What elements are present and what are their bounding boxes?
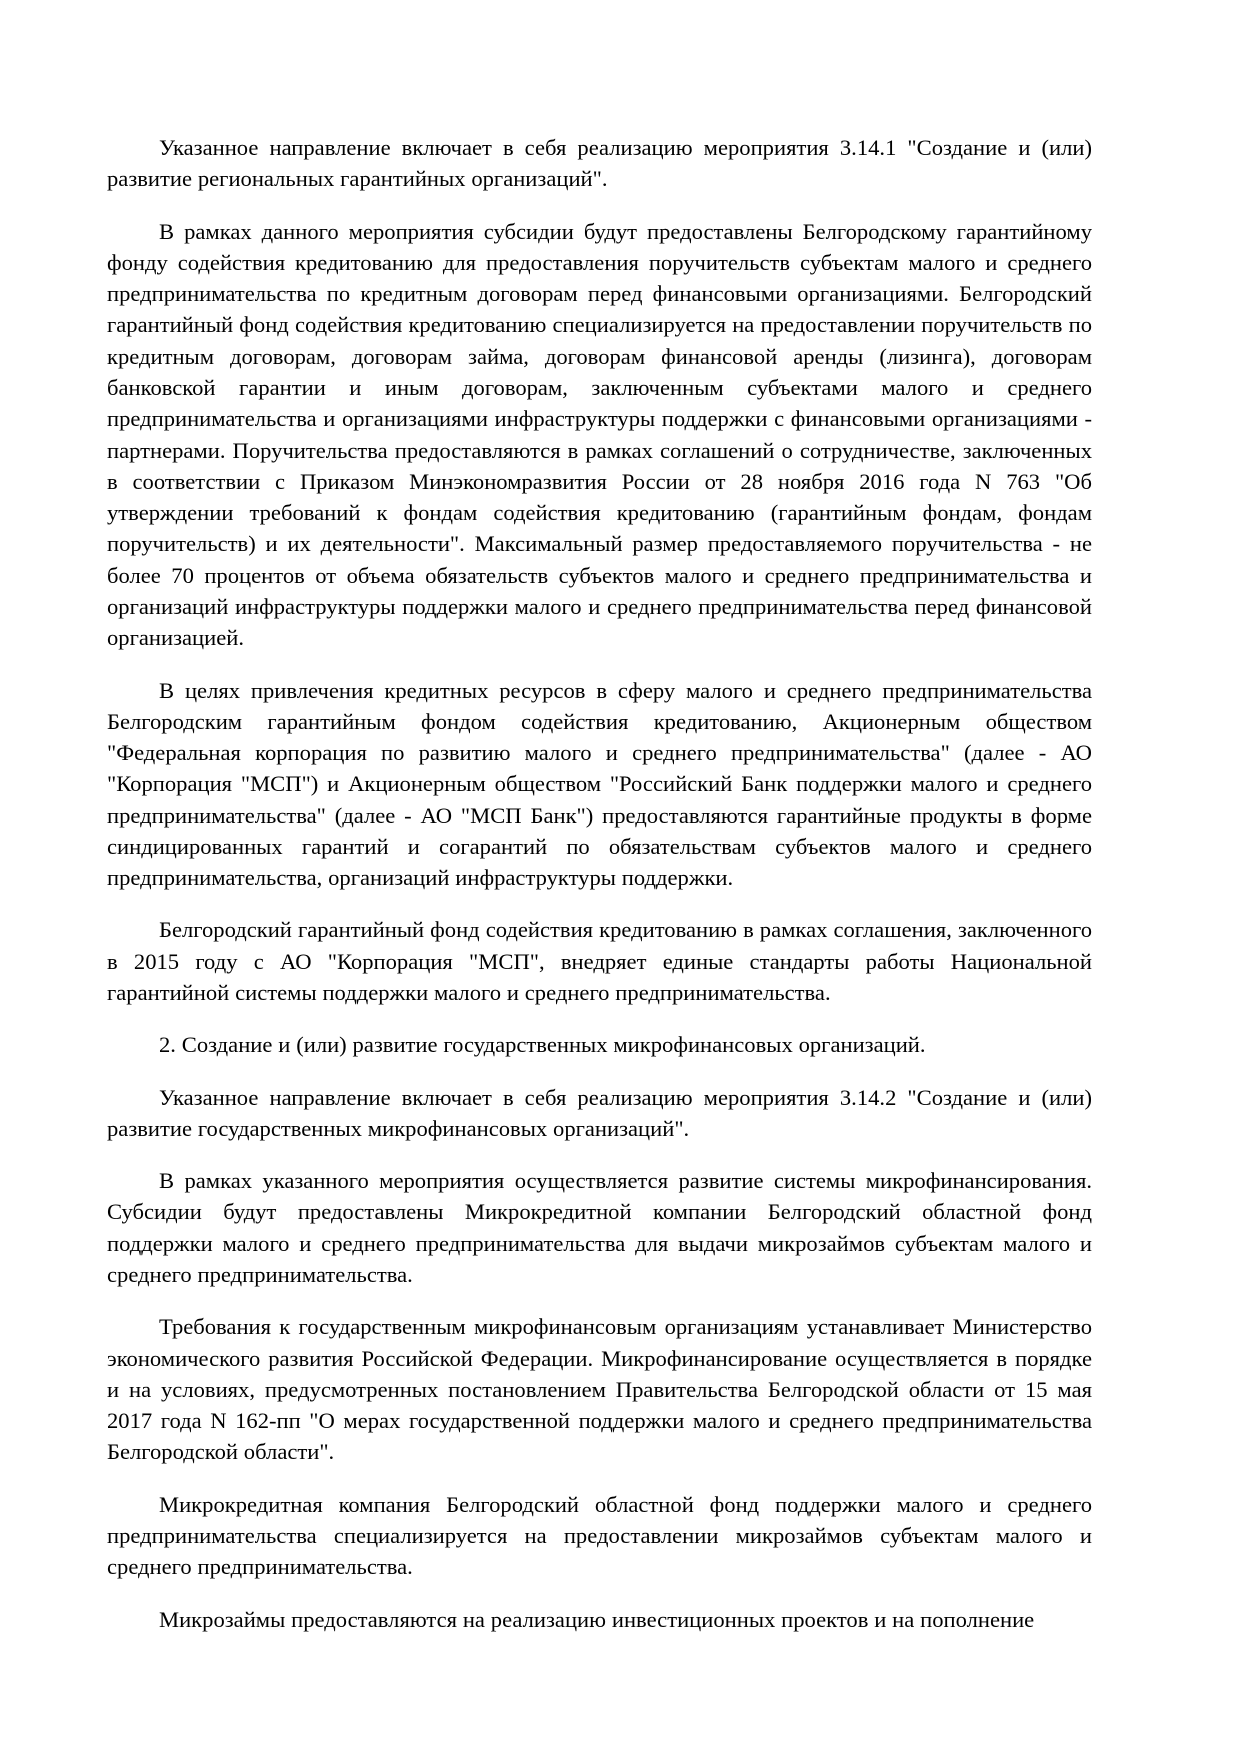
paragraph-credit-resources-attraction: В целях привлечения кредитных ресурсов в сферу малого и среднего предпринимательства Белгородским гарантийным фондом содействия кредитованию, Акционерным обществом "Федеральная корпорация по развитию малого и среднего предпринимательства" (далее - АО "Корпорация "МСП") и Акционерным обществом "Российский Банк поддержки малого и среднего предпринимательства" (далее - АО "МСП Банк") предоставляются гарантийные продукты в форме синдицированных гарантий и согарантий по обязательствам субъектов малого и среднего предпринимательства, организаций инфраструктуры поддержки. <box>107 677 1092 891</box>
paragraph-microfinance-development: В рамках указанного мероприятия осуществляется развитие системы микрофинансирования. Субсидии будут предоставлены Микрокредитной компании Белгородский областной фонд поддержки малого и среднего предпринимательства для выдачи микрозаймов субъектам малого и среднего предпринимательства. <box>107 1168 1092 1287</box>
paragraph-microloans-purpose: Микрозаймы предоставляются на реализацию инвестиционных проектов и на пополнение <box>159 1606 1035 1632</box>
paragraph-microcredit-company-specialization: Микрокредитная компания Белгородский областной фонд поддержки малого и среднего предпринимательства специализируется на предоставлении микрозаймов субъектам малого и среднего предпринимательства. <box>107 1491 1092 1580</box>
document-body <box>107 132 1092 1635</box>
paragraph-microfinance-requirements: Требования к государственным микрофинансовым организациям устанавливает Министерство экономического развития Российской Федерации. Микрофинансирование осуществляется в порядке и на условиях, предусмотренных постановлением Правительства Белгородской области от 15 мая 2017 года N 162-пп "О мерах государственной поддержки малого и среднего предпринимательства Белгородской области". <box>107 1314 1092 1465</box>
paragraph-measure-3141-intro: Указанное направление включает в себя реализацию мероприятия 3.14.1 "Создание и (или) развитие региональных гарантийных организаций". <box>107 135 1092 192</box>
paragraph-section-2-heading: 2. Создание и (или) развитие государственных микрофинансовых организаций. <box>159 1032 926 1058</box>
paragraph-national-guarantee-system: Белгородский гарантийный фонд содействия кредитованию в рамках соглашения, заключенного в 2015 году с АО "Корпорация "МСП", внедряет единые стандарты работы Национальной гарантийной системы поддержки малого и среднего предпринимательства. <box>107 917 1092 1006</box>
paragraph-guarantee-fund-subsidies: В рамках данного мероприятия субсидии будут предоставлены Белгородскому гарантийному фонду содействия кредитованию для предоставления поручительств субъектам малого и среднего предпринимательства по кредитным договорам перед финансовыми организациями. Белгородский гарантийный фонд содействия кредитованию специализируется на предоставлении поручительств по кредитным договорам, договорам займа, договорам финансовой аренды (лизинга), договорам банковской гарантии и иным договорам, заключенным субъектами малого и среднего предпринимательства и организациями инфраструктуры поддержки с финансовыми организациями - партнерами. Поручительства предоставляются в рамках соглашений о сотрудничестве, заключенных в соответствии с Приказом Минэкономразвития России от 28 ноября 2016 года N 763 "Об утверждении требований к фондам содействия кредитованию (гарантийным фондам, фондам поручительств) и их деятельности". Максимальный размер предоставляемого поручительства - не более 70 процентов от объема обязательств субъектов малого и среднего предпринимательства и организаций инфраструктуры поддержки малого и среднего предпринимательства перед финансовой организацией. <box>107 218 1092 651</box>
paragraph-measure-3142-intro: Указанное направление включает в себя реализацию мероприятия 3.14.2 "Создание и (или) развитие государственных микрофинансовых организаций". <box>107 1084 1092 1141</box>
